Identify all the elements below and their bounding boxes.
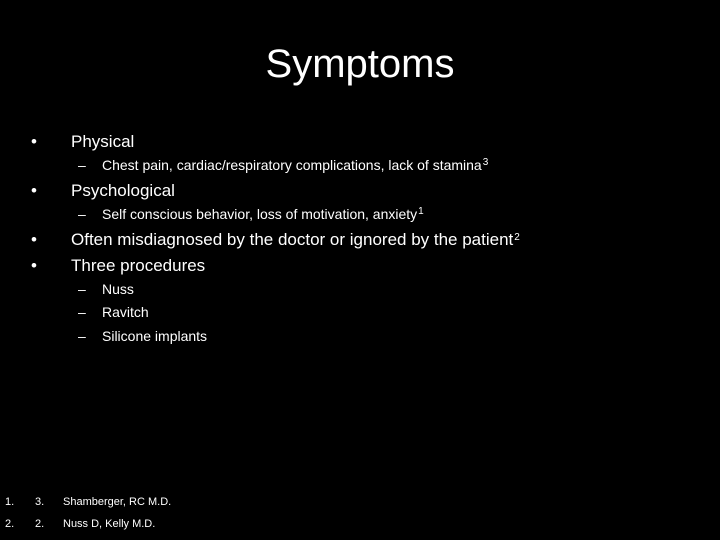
slide-title: Symptoms	[265, 42, 455, 86]
reference-index: 1.	[5, 496, 15, 508]
bullet-glyph: •	[31, 256, 37, 275]
citation-1: 1	[418, 206, 424, 217]
bullet-text: Three procedures	[71, 256, 206, 275]
bullet-text: Physical	[71, 132, 135, 151]
reference-text: Shamberger, RC M.D.	[63, 496, 172, 508]
dash-glyph: –	[78, 304, 86, 320]
citation-3: 3	[482, 157, 489, 168]
reference-text: Nuss D, Kelly M.D.	[63, 518, 156, 530]
bullet-text: Often misdiagnosed by the doctor or ignored by the patient$^2$	[71, 230, 520, 249]
dash-glyph: –	[78, 328, 86, 344]
citation-2: 2	[514, 232, 520, 243]
reference-number: 3.	[35, 496, 45, 508]
bullet-text: Psychological	[71, 181, 175, 200]
sub-bullet-text: Nuss	[102, 281, 134, 297]
sub-bullet-text: Ravitch	[102, 304, 149, 320]
bullet-glyph: •	[31, 132, 37, 151]
sub-bullet-text: Chest pain, cardiac/respiratory complications, lack of stamina$^3$	[102, 157, 489, 173]
dash-glyph: –	[78, 206, 86, 222]
reference-number: 2.	[35, 518, 45, 530]
reference-index: 2.	[5, 518, 15, 530]
bullet-glyph: •	[31, 230, 37, 249]
bullet-glyph: •	[31, 181, 37, 200]
dash-glyph: –	[78, 281, 86, 297]
sub-bullet-text: Silicone implants	[102, 328, 208, 344]
dash-glyph: –	[78, 157, 86, 173]
sub-bullet-text: Self conscious behavior, loss of motivation, anxiety$^1$	[102, 206, 424, 222]
